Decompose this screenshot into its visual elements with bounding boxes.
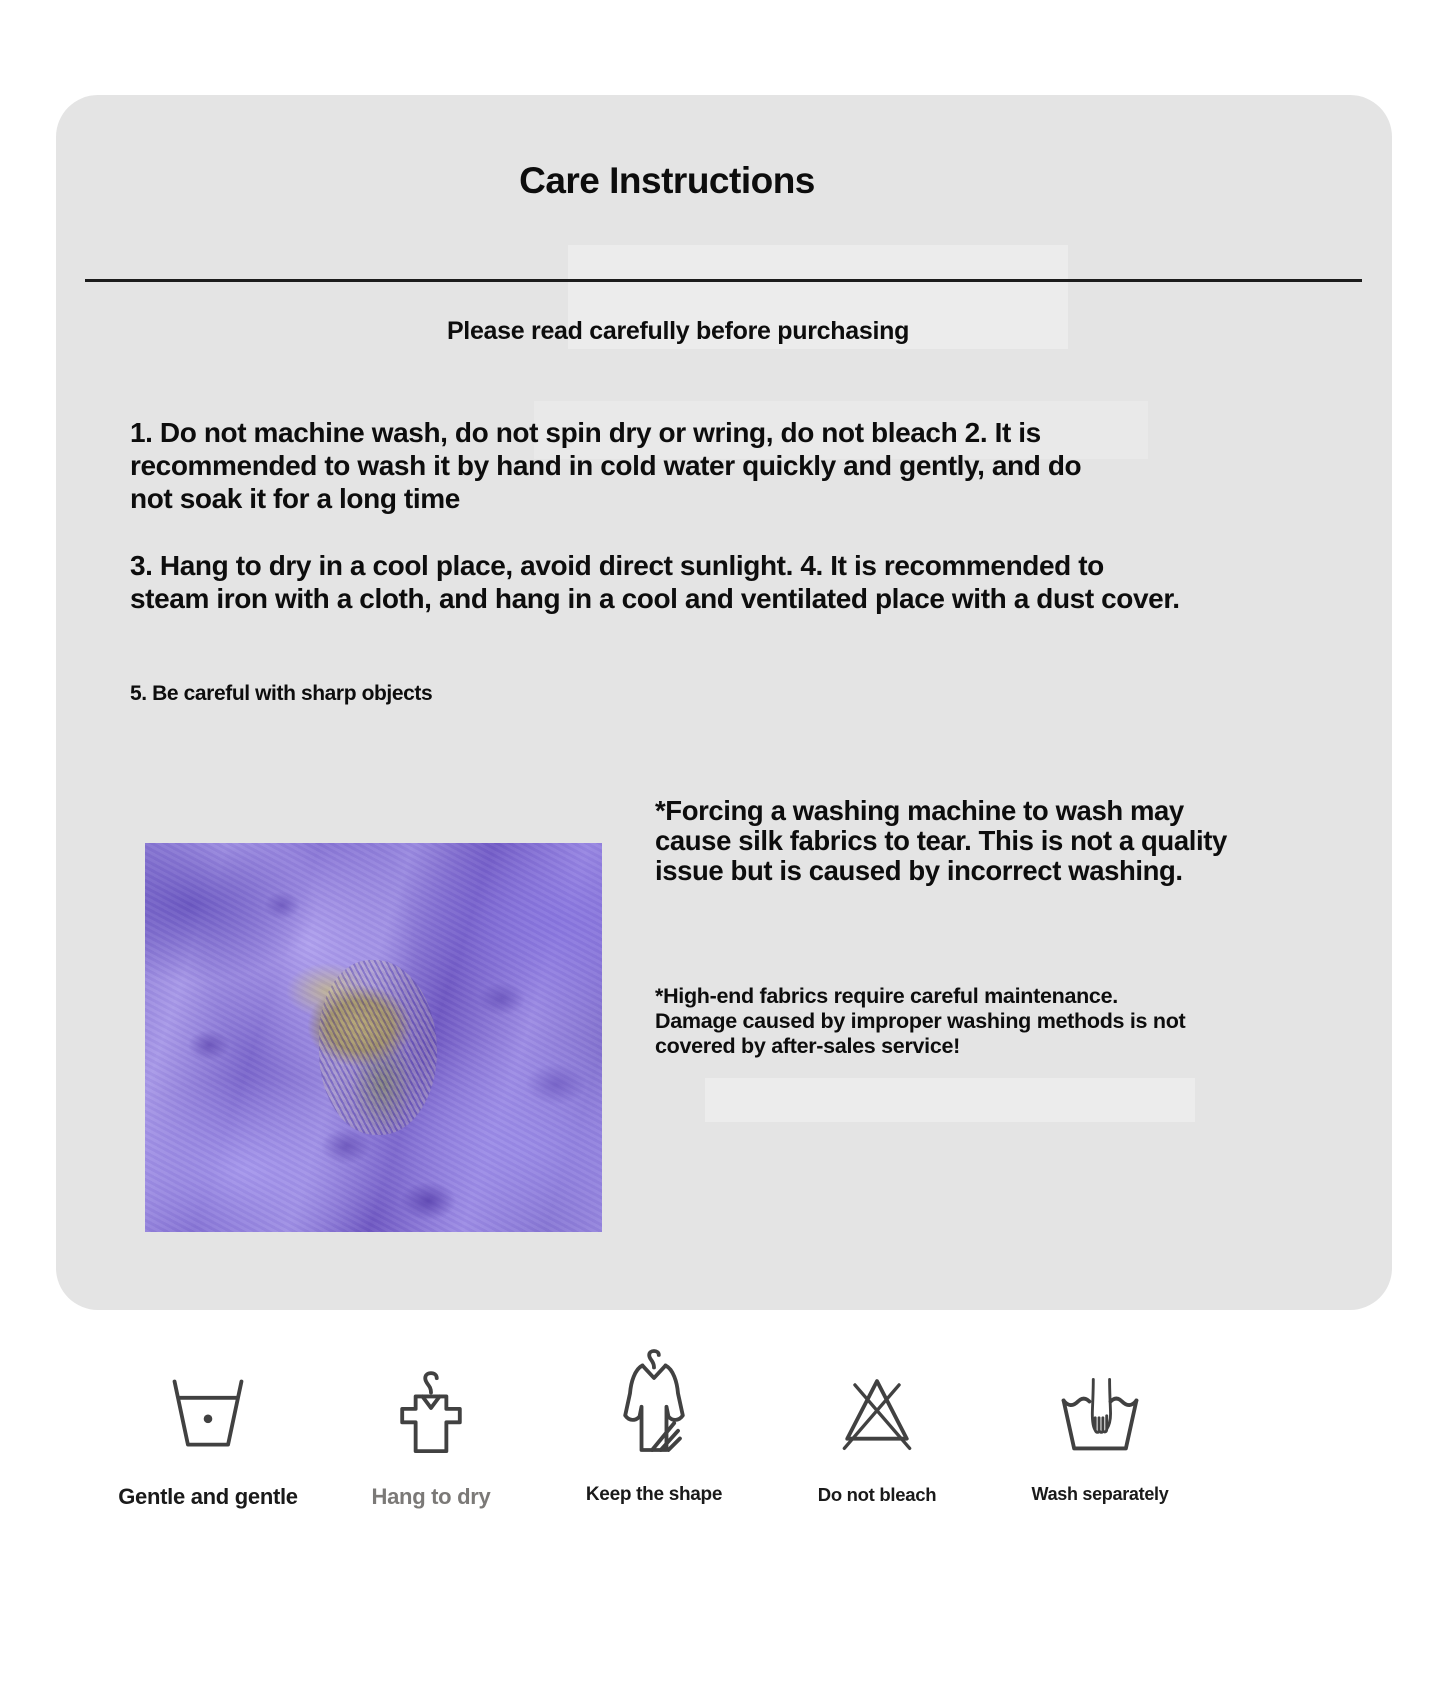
fabric-photo: [145, 843, 602, 1232]
care-item-label: Wash separately: [1031, 1484, 1169, 1504]
title-divider: [85, 279, 1362, 282]
gentle-wash-basin-icon: [160, 1372, 256, 1458]
care-instruction-paragraph-1: 1. Do not machine wash, do not spin dry or wring, do not bleach 2. It is recommended to wash it by hand in cold water quickly and gently, and do not soak it for a long time: [130, 417, 1082, 514]
page-title: Care Instructions: [519, 160, 815, 201]
care-item-do-not-bleach: [757, 1340, 997, 1506]
care-item-label: Keep the shape: [585, 1484, 723, 1505]
care-icons-row: [0, 1340, 1445, 1540]
care-item-label: Do not bleach: [817, 1484, 937, 1505]
page-subtitle: Please read carefully before purchasing: [446, 317, 910, 345]
do-not-bleach-triangle-icon: [829, 1358, 925, 1458]
care-item-label: Hang to dry: [371, 1484, 491, 1509]
care-instruction-paragraph-3: 5. Be careful with sharp objects: [130, 682, 433, 705]
care-item-hang-to-dry: [311, 1340, 551, 1510]
care-item-wash-separately: [980, 1340, 1220, 1505]
faint-highlight-band: [705, 1078, 1195, 1122]
warning-primary: *Forcing a washing machine to wash may cause silk fabrics to tear. This is not a quality issue but is caused by incorrect washing.: [655, 795, 1227, 886]
warning-secondary: *High-end fabrics require careful maintenance. Damage caused by improper washing methods is not covered by after-sales service!: [655, 984, 1186, 1058]
care-item-label: Gentle and gentle: [118, 1484, 298, 1509]
shirt-on-hanger-icon: [383, 1354, 479, 1458]
care-item-keep-shape: [534, 1340, 774, 1506]
care-item-gentle-wash: [88, 1340, 328, 1510]
hand-wash-basin-icon: [1052, 1366, 1148, 1458]
care-instruction-paragraph-2: 3. Hang to dry in a cool place, avoid direct sunlight. 4. It is recommended to steam iron with a cloth, and hang in a cool and ventilated place with a dust cover.: [130, 550, 1180, 614]
robe-keep-shape-icon: [606, 1346, 702, 1458]
